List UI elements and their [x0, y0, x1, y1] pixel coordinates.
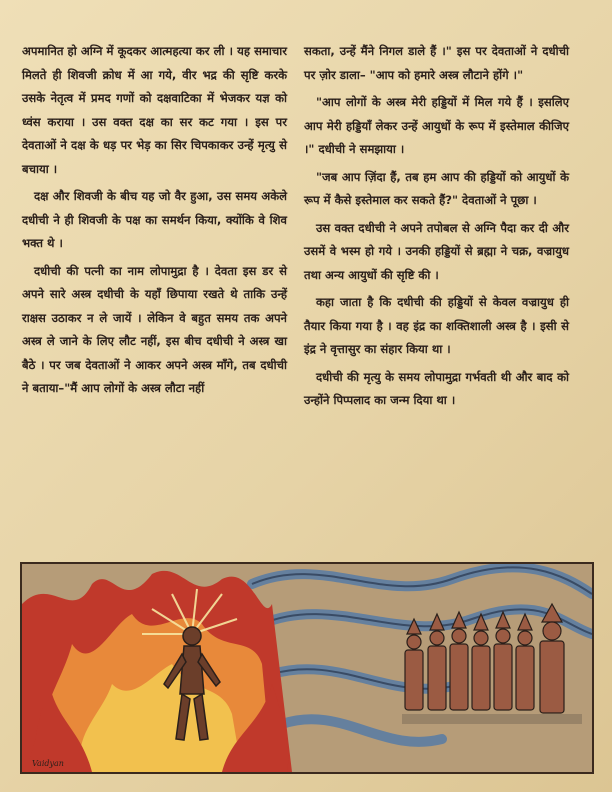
right-paragraph-4: उस वक्त दधीची ने अपने तपोबल से अग्नि पैदा कर दी और उसमें वे भस्म हो गये । उनकी हड्डियों से ब्रह्मा ने चक्र, वज्रायुध तथा अन्य आयुधों की सृष्टि की । [304, 220, 569, 282]
left-paragraph-1: अपमानित हो अग्नि में कूदकर आत्महत्या कर ली । यह समाचार मिलते ही शिवजी क्रोध में आ गये, वीर भद्र की सृष्टि करके उसके नेतृत्व में प्रमद गणों को दक्षवाटिका में भेजकर यज्ञ को ध्वंस कराया । उस वक्त दक्ष का सर कट गया । इस पर देवताओं ने दक्ष के धड़ पर भेड़ का सिर चिपकाकर उन्हें मृत्यु से बचाया । [22, 44, 287, 176]
left-paragraph-3: दधीची की पत्नी का नाम लोपामुद्रा है । देवता इस डर से अपने सारे अस्त्र दधीची के यहाँ छिपाया रखते थे ताकि उन्हें राक्षस उठाकर न ले जायें । लेकिन वे बहुत समय तक अपने अस्त्र ले जाने के लिए लौट नहीं, इस बीच दधीची ने अस्त्र खा बैठे । पर जब देवताओं ने आकर अपने अस्त्र माँगे, तब दधीची ने बताया–"मैं आप लोगों के अस्त्र लौटा नहीं [22, 263, 287, 395]
illustration-panel [20, 562, 594, 774]
fire-flames [22, 571, 292, 772]
dadhichi-fire-scene [22, 564, 592, 772]
right-paragraph-6: दधीची की मृत्यु के समय लोपामुद्रा गर्भवती थी और बाद को उन्होंने पिप्पलाद का जन्म दिया था । [304, 369, 569, 407]
right-text-column [304, 40, 569, 417]
right-paragraph-2: "आप लोगों के अस्त्र मेरी हड्डियों में मिल गये हैं । इसलिए आप मेरी हड्डियाँ लेकर उन्हें आयुधों के रूप में इस्तेमाल कीजिए ।" दधीची ने समझाया । [304, 95, 569, 156]
right-paragraph-1: सकता, उन्हें मैंने निगल डाले हैं ।" इस पर देवताओं ने दधीची पर ज़ोर डाला– "आप को हमारे अस्त्र लौटाने होंगे ।" [304, 44, 569, 82]
artist-signature: Vaidyan [32, 759, 64, 768]
right-paragraph-3: "जब आप ज़िंदा हैं, तब हम आप की हड्डियों को आयुधों के रूप में कैसे इस्तेमाल कर सकते हैं?" देवताओं ने पूछा । [304, 169, 569, 207]
left-text-column [22, 40, 287, 405]
left-paragraph-2: दक्ष और शिवजी के बीच यह जो वैर हुआ, उस समय अकेले दधीची ने ही शिवजी के पक्ष का समर्थन किया, क्योंकि वे शिव भक्त थे । [22, 189, 287, 250]
right-paragraph-5: कहा जाता है कि दधीची की हड्डियों से केवल वज्रायुध ही तैयार किया गया है । वह इंद्र का शक्तिशाली अस्त्र है । इसी से इंद्र ने वृत्तासुर का संहार किया था । [304, 295, 569, 356]
